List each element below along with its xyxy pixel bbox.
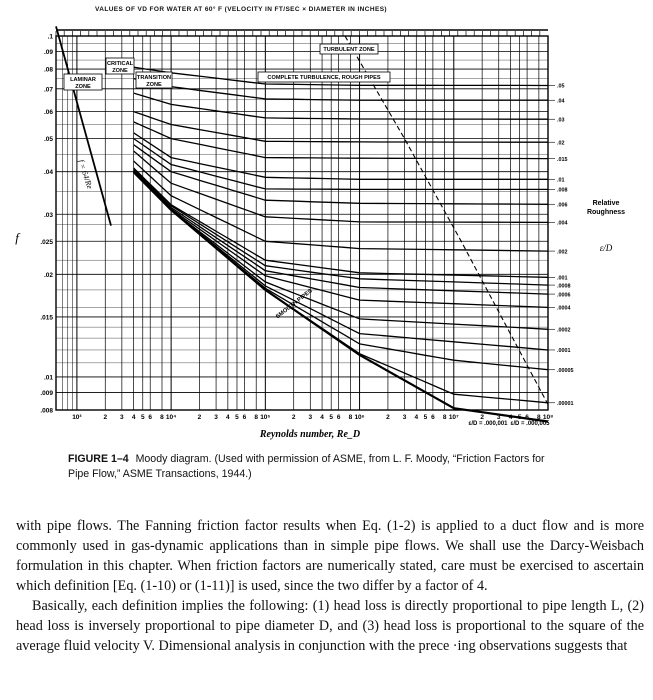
x-tick-label: 10⁷ bbox=[448, 414, 459, 421]
x-tick-label: 10⁵ bbox=[260, 414, 271, 421]
x-tick-label: 5 bbox=[423, 414, 428, 421]
right-axis-label: ε/D bbox=[599, 243, 613, 253]
bottom-roughness-label: ε/D = .000,005 bbox=[510, 421, 550, 427]
x-tick-label: 3 bbox=[496, 414, 501, 421]
y-tick-label: .05 bbox=[43, 136, 53, 144]
figure-number: FIGURE 1–4 bbox=[68, 453, 129, 465]
x-tick-label: 3 bbox=[214, 414, 218, 421]
x-tick-label: 3 bbox=[402, 414, 407, 421]
complete-turbulence-boundary bbox=[345, 36, 548, 405]
x-tick-label: 6 bbox=[525, 414, 529, 421]
y-axis-label: f bbox=[15, 230, 19, 245]
roughness-label: .00001 bbox=[557, 400, 574, 407]
x-tick-label: 8 bbox=[160, 414, 164, 421]
x-tick-label: 5 bbox=[517, 414, 522, 421]
paragraph: with pipe flows. The Fanning friction factor results when Eq. (1-2) is applied to a duct flow and is more commonly used in gas-dynamic applications than in simple pipe flows. We shall use the Darcy-Weisbach formulation in this chapter. When friction factors are numerically stated, care must be exercised to ascertain which definition [Eq. (1-10) or (1-11)] is used, since the two differ by a factor of 4. bbox=[16, 518, 644, 594]
y-tick-label: .009 bbox=[40, 390, 53, 398]
top-axis-title: VALUES OF VD FOR WATER AT 60° F (VELOCITY IN FT/SEC × DIAMETER IN INCHES) bbox=[95, 6, 387, 13]
roughness-label: .04 bbox=[557, 98, 565, 105]
x-tick-label: 2 bbox=[480, 414, 484, 421]
y-tick-label: .02 bbox=[43, 271, 53, 279]
y-tick-label: .015 bbox=[40, 314, 53, 322]
y-tick-label: .025 bbox=[40, 238, 53, 246]
complete-turbulence-zone-label: COMPLETE TURBULENCE, ROUGH PIPES bbox=[267, 75, 381, 81]
roughness-curve bbox=[134, 122, 548, 159]
x-tick-label: 8 bbox=[442, 414, 447, 421]
x-tick-label: 5 bbox=[140, 414, 145, 421]
roughness-curve bbox=[134, 139, 548, 190]
roughness-label: .006 bbox=[557, 202, 568, 209]
roughness-label: .0002 bbox=[557, 327, 571, 334]
laminar-line bbox=[56, 26, 111, 225]
laminar-annotation: f = 64/Re bbox=[76, 158, 95, 191]
x-tick-label: 6 bbox=[242, 414, 247, 421]
grid-lines bbox=[56, 30, 548, 410]
x-tick-label: 4 bbox=[508, 414, 513, 421]
transition-zone-label: ZONE bbox=[146, 82, 162, 88]
transition-zone-label: TRANSITION bbox=[136, 75, 172, 81]
roughness-label: .015 bbox=[557, 156, 568, 163]
x-tick-label: 3 bbox=[308, 414, 313, 421]
x-tick-label: 10⁸ bbox=[542, 414, 554, 421]
roughness-curve bbox=[134, 172, 548, 350]
x-tick-label: 4 bbox=[320, 414, 324, 421]
y-tick-label: .008 bbox=[40, 407, 53, 415]
x-tick-label: 10⁴ bbox=[165, 414, 177, 421]
y-tick-label: .06 bbox=[43, 109, 53, 117]
y-tick-label: .04 bbox=[43, 169, 53, 177]
roughness-label: .004 bbox=[557, 220, 568, 227]
y-tick-label: .07 bbox=[43, 86, 53, 94]
y-tick-label: .08 bbox=[43, 66, 53, 74]
x-tick-label: 6 bbox=[431, 414, 435, 421]
x-tick-label: 2 bbox=[386, 414, 390, 421]
smooth-pipes-label: SMOOTH PIPES bbox=[275, 288, 314, 321]
critical-zone-label: ZONE bbox=[112, 68, 128, 74]
laminar-zone-label: LAMINAR bbox=[70, 77, 96, 83]
roughness-curve bbox=[134, 151, 548, 222]
plot-frame bbox=[56, 36, 548, 410]
figure-caption-text: Moody diagram. (Used with permission of ASME, from L. F. Moody, “Friction Factors for Pipe Flow,” ASME Transactions, 1944.) bbox=[68, 453, 545, 480]
roughness-curve bbox=[134, 112, 548, 143]
roughness-label: .0008 bbox=[557, 283, 571, 290]
roughness-label: .03 bbox=[557, 117, 565, 124]
x-tick-label: 8 bbox=[348, 414, 353, 421]
y-tick-label: .03 bbox=[43, 211, 53, 219]
figure-caption bbox=[68, 452, 568, 482]
x-tick-label: 10³ bbox=[72, 414, 82, 421]
right-axis-label: Relative bbox=[592, 200, 620, 207]
roughness-label: .05 bbox=[557, 83, 565, 90]
y-tick-label: .01 bbox=[43, 374, 53, 382]
x-tick-label: 5 bbox=[235, 414, 239, 421]
right-axis-label: Roughness bbox=[586, 209, 626, 216]
roughness-label: .01 bbox=[557, 177, 565, 184]
x-tick-label: 3 bbox=[120, 414, 124, 421]
roughness-label: .008 bbox=[557, 187, 568, 194]
x-tick-label: 2 bbox=[291, 414, 296, 421]
turbulent-zone-label: TURBULENT ZONE bbox=[323, 47, 375, 53]
critical-zone-label: CRITICAL bbox=[106, 61, 134, 67]
smooth-pipes-curve bbox=[131, 172, 548, 421]
x-tick-label: 2 bbox=[197, 414, 202, 421]
friction-curves bbox=[56, 26, 548, 421]
x-tick-label: 5 bbox=[329, 414, 334, 421]
paragraph: Basically, each definition implies the following: (1) head loss is directly proportional to pipe length L, (2) head loss is inversely proportional to pipe diameter D, and (3) head loss is proportional to the square of the average fluid velocity V. Dimensional analysis in conjunction with the prece ·ing observations suggests that bbox=[16, 598, 644, 654]
x-tick-label: 4 bbox=[226, 414, 230, 421]
x-tick-label: 6 bbox=[336, 414, 341, 421]
roughness-label: .0006 bbox=[557, 292, 571, 299]
x-tick-label: 2 bbox=[103, 414, 108, 421]
roughness-curve bbox=[134, 161, 548, 251]
y-tick-label: .09 bbox=[43, 49, 53, 57]
x-tick-label: 8 bbox=[254, 414, 259, 421]
x-tick-label: 4 bbox=[131, 414, 136, 421]
x-tick-label: 8 bbox=[537, 414, 541, 421]
laminar-zone-label: ZONE bbox=[75, 84, 91, 90]
roughness-curve bbox=[134, 145, 548, 205]
y-tick-label: .1 bbox=[47, 33, 53, 41]
body-text bbox=[16, 516, 644, 656]
roughness-label: .0001 bbox=[557, 348, 571, 355]
roughness-label: .001 bbox=[557, 275, 568, 282]
roughness-curve bbox=[134, 133, 548, 180]
x-tick-label: 6 bbox=[148, 414, 153, 421]
x-axis-label: Reynolds number, Re_D bbox=[259, 429, 361, 440]
roughness-label: .002 bbox=[557, 249, 568, 256]
x-tick-label: 4 bbox=[414, 414, 419, 421]
x-tick-label: 10⁶ bbox=[354, 414, 365, 421]
bottom-roughness-label: ε/D = .000,001 bbox=[468, 421, 508, 427]
roughness-label: .00005 bbox=[557, 367, 574, 374]
chart-labels bbox=[15, 34, 625, 441]
roughness-label: .0004 bbox=[557, 305, 571, 312]
roughness-label: .02 bbox=[557, 140, 565, 147]
roughness-curve bbox=[134, 93, 548, 119]
